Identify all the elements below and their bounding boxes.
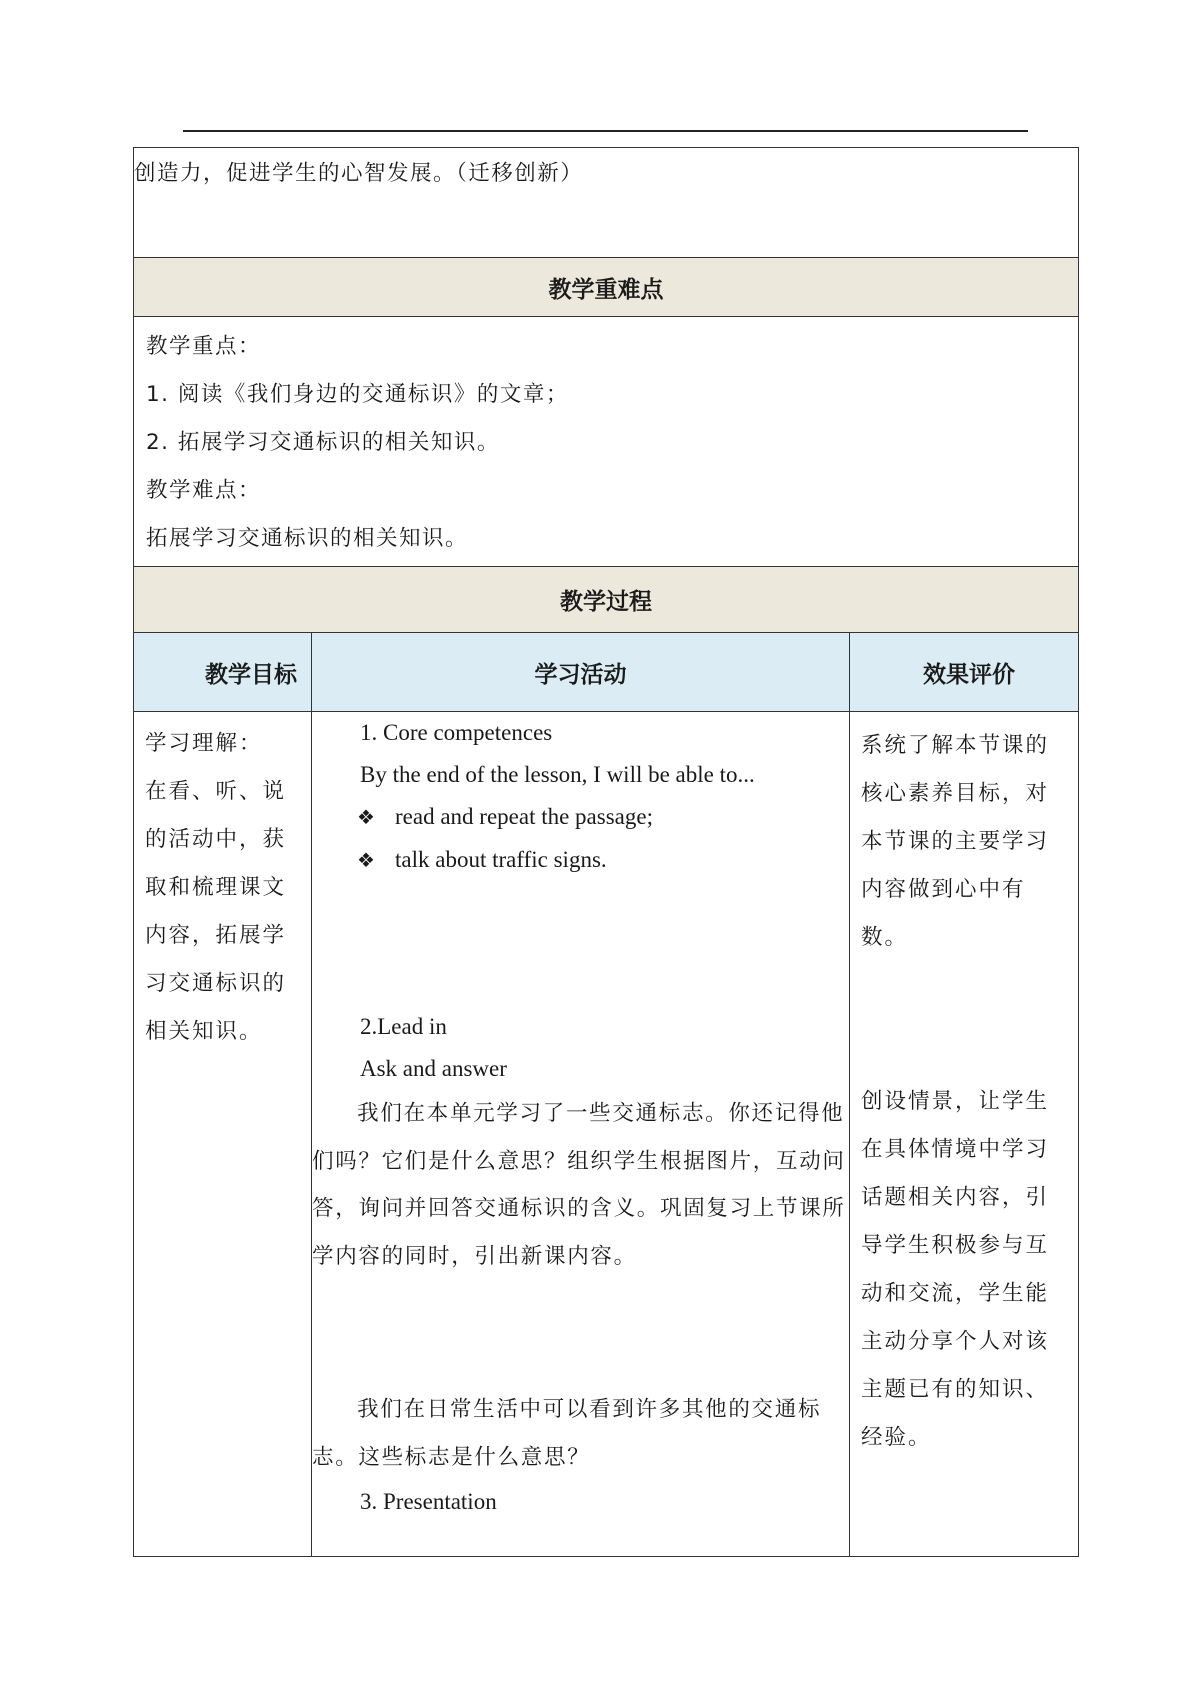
core-title: 1. Core competences <box>360 720 553 745</box>
objective-line: 内容，拓展学 <box>145 923 287 948</box>
col-header-objective: 教学目标 <box>205 661 297 688</box>
objective-line: 学习理解： <box>145 731 263 756</box>
intro-row <box>134 148 1079 258</box>
presentation-title: 3. Presentation <box>360 1489 497 1514</box>
lead-in-paragraph-2: 我们在日常生活中可以看到许多其他的交通标志。这些标志是什么意思？ <box>312 1397 822 1470</box>
evaluation-line: 本节课的主要学习 <box>861 829 1050 854</box>
key-item-1: 1. 阅读《我们身边的交通标识》的文章； <box>146 382 569 407</box>
objective-line: 取和梳理课文 <box>145 875 287 900</box>
bullet-diamond-icon: ❖ <box>357 850 375 872</box>
objective-line: 的活动中，获 <box>145 827 287 852</box>
evaluation-line: 经验。 <box>861 1425 932 1450</box>
process-title: 教学过程 <box>560 589 653 615</box>
objective-line: 习交通标识的 <box>145 971 287 996</box>
evaluation-line: 在具体情境中学习 <box>861 1137 1050 1162</box>
key-points-header-row <box>134 258 1079 317</box>
lead-in-title: 2.Lead in <box>360 1014 447 1039</box>
objective-line: 在看、听、说 <box>145 779 287 804</box>
evaluation-line: 内容做到心中有 <box>861 877 1026 902</box>
content-row <box>134 712 1079 1557</box>
objective-line: 相关知识。 <box>145 1019 263 1044</box>
difficult-label: 教学难点： <box>146 478 262 503</box>
lead-in-paragraph: 我们在本单元学习了一些交通标志。你还记得他们吗？它们是什么意思？组织学生根据图片，互动问答，询问并回答交通标识的含义。巩固复习上节课所学内容的同时，引出新课内容。 <box>312 1101 846 1269</box>
bullet-text: read and repeat the passage; <box>395 804 653 829</box>
evaluation-line: 数。 <box>861 925 909 950</box>
key-points-body-row <box>134 317 1079 567</box>
bullet-diamond-icon: ❖ <box>357 807 375 829</box>
activity-cell <box>312 712 850 1557</box>
lesson-plan-table <box>133 147 1079 1557</box>
evaluation-line: 话题相关内容，引 <box>861 1185 1050 1210</box>
evaluation-line: 主动分享个人对该 <box>861 1329 1050 1354</box>
col-header-evaluation: 效果评价 <box>923 661 1016 688</box>
bullet-item <box>312 796 849 839</box>
col-header-activity: 学习活动 <box>534 661 627 688</box>
core-intro: By the end of the lesson, I will be able to... <box>360 762 755 787</box>
objective-cell <box>134 712 312 1557</box>
evaluation-cell <box>850 712 1079 1557</box>
bullet-item <box>312 839 849 882</box>
lead-in-subtitle: Ask and answer <box>360 1056 507 1081</box>
key-item-2: 2. 拓展学习交通标识的相关知识。 <box>146 430 500 455</box>
evaluation-line: 主题已有的知识、 <box>861 1377 1050 1402</box>
header-rule <box>183 130 1028 132</box>
key-points-title: 教学重难点 <box>548 276 664 303</box>
process-header-row <box>134 567 1079 633</box>
evaluation-line: 导学生积极参与互 <box>861 1233 1050 1258</box>
evaluation-line: 创设情景，让学生 <box>861 1089 1050 1114</box>
intro-text: 创造力，促进学生的心智发展。（迁移创新） <box>134 161 584 186</box>
evaluation-line: 动和交流，学生能 <box>861 1281 1050 1306</box>
key-label: 教学重点： <box>146 334 262 359</box>
evaluation-line: 系统了解本节课的 <box>861 733 1050 758</box>
evaluation-line: 核心素养目标，对 <box>861 781 1050 806</box>
difficult-text: 拓展学习交通标识的相关知识。 <box>146 526 469 551</box>
bullet-text: talk about traffic signs. <box>395 847 607 872</box>
column-header-row <box>134 633 1079 712</box>
